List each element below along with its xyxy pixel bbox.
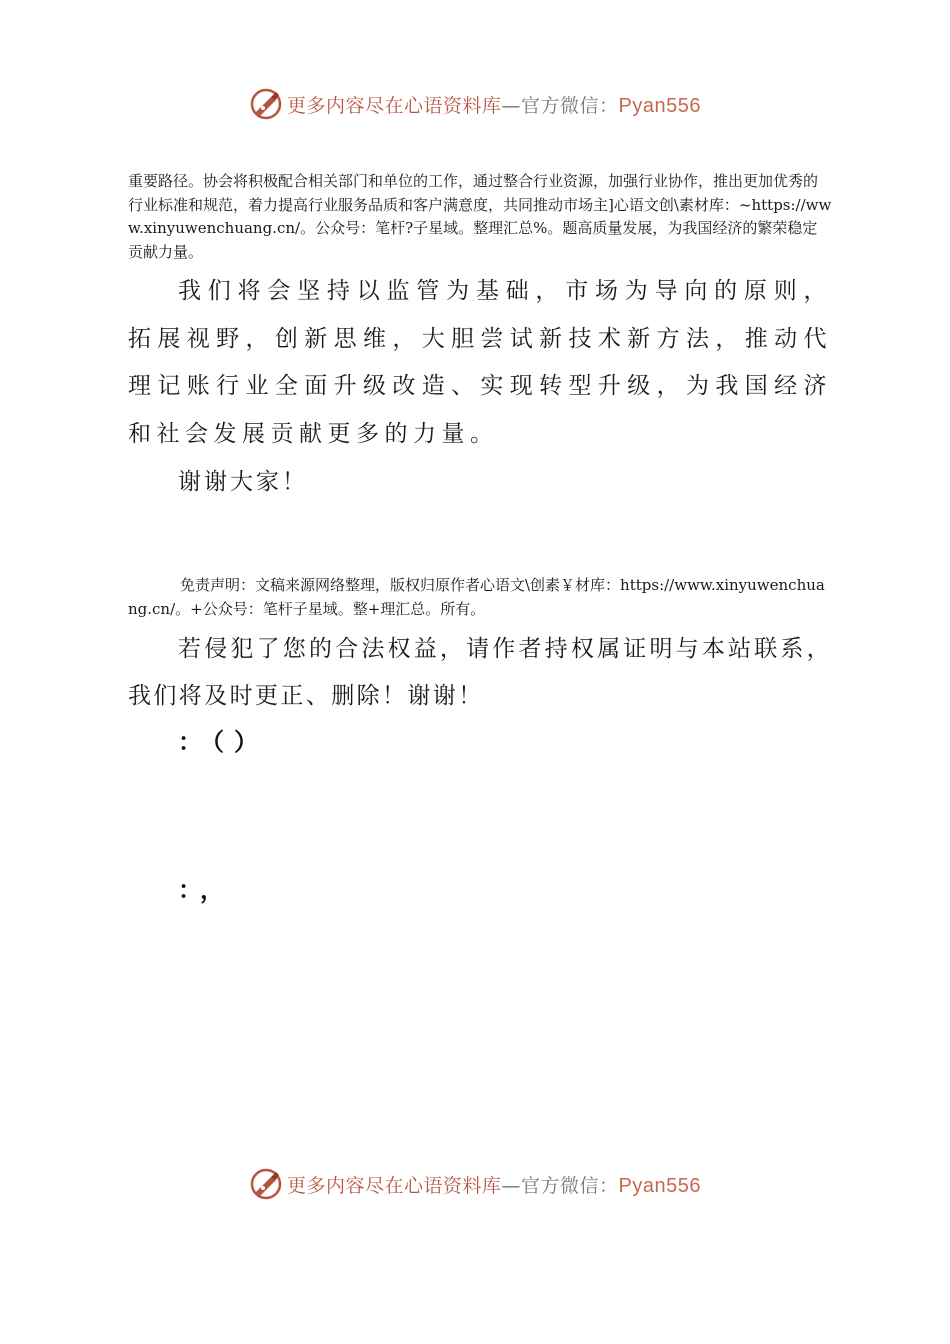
footer-banner xyxy=(0,1162,950,1206)
thanks-line: 谢谢大家！ xyxy=(178,469,308,495)
punctuation-stub-2: ：， xyxy=(178,876,234,904)
header-wechat-label: 官方微信： xyxy=(521,94,619,117)
main-paragraph: 我们将会坚持以监管为基础，市场为导向的原则，拓展视野，创新思维，大胆尝试新技术新方法，推动代理记账行业全面升级改造、实现转型升级，为我国经济和社会发展贡献更多的力量。 xyxy=(128,278,832,447)
header-dash: — xyxy=(501,94,522,117)
pen-nib-logo-icon xyxy=(249,1167,283,1201)
footer-brand-text: 更多内容尽在心语资料库 xyxy=(287,1174,502,1197)
footer-wechat-label: 官方微信： xyxy=(521,1174,619,1197)
header-brand-text: 更多内容尽在心语资料库 xyxy=(287,94,502,117)
footer-dash: — xyxy=(501,1174,522,1197)
pen-nib-logo-icon xyxy=(249,87,283,121)
disclaimer-paragraph: 免责声明：文稿来源网络整理，版权归原作者心语文\创素￥材库：https://www.xinyuwenchuang.cn/。+公众号：笔杆子星域。整+理汇总。所有。 xyxy=(128,576,825,618)
punctuation-stub-1: ：（） xyxy=(178,728,268,756)
header-banner xyxy=(0,82,950,126)
infringement-notice: 若侵犯了您的合法权益，请作者持权属证明与本站联系，我们将及时更正、删除！谢谢！ xyxy=(128,636,832,709)
header-wechat-id: Pyan556 xyxy=(618,94,701,117)
footer-wechat-id: Pyan556 xyxy=(618,1174,701,1197)
intro-paragraph: 重要路径。协会将积极配合相关部门和单位的工作，通过整合行业资源，加强行业协作，推出更加优秀的行业标准和规范，着力提高行业服务品质和客户满意度，共同推动市场主]心语文创\素材库：~https://www.xinyuwenchuang.cn/。公众号：笔杆?子星域。整理汇总%。题高质量发展，为我国经济的繁荣稳定贡献力量。 xyxy=(128,172,832,261)
